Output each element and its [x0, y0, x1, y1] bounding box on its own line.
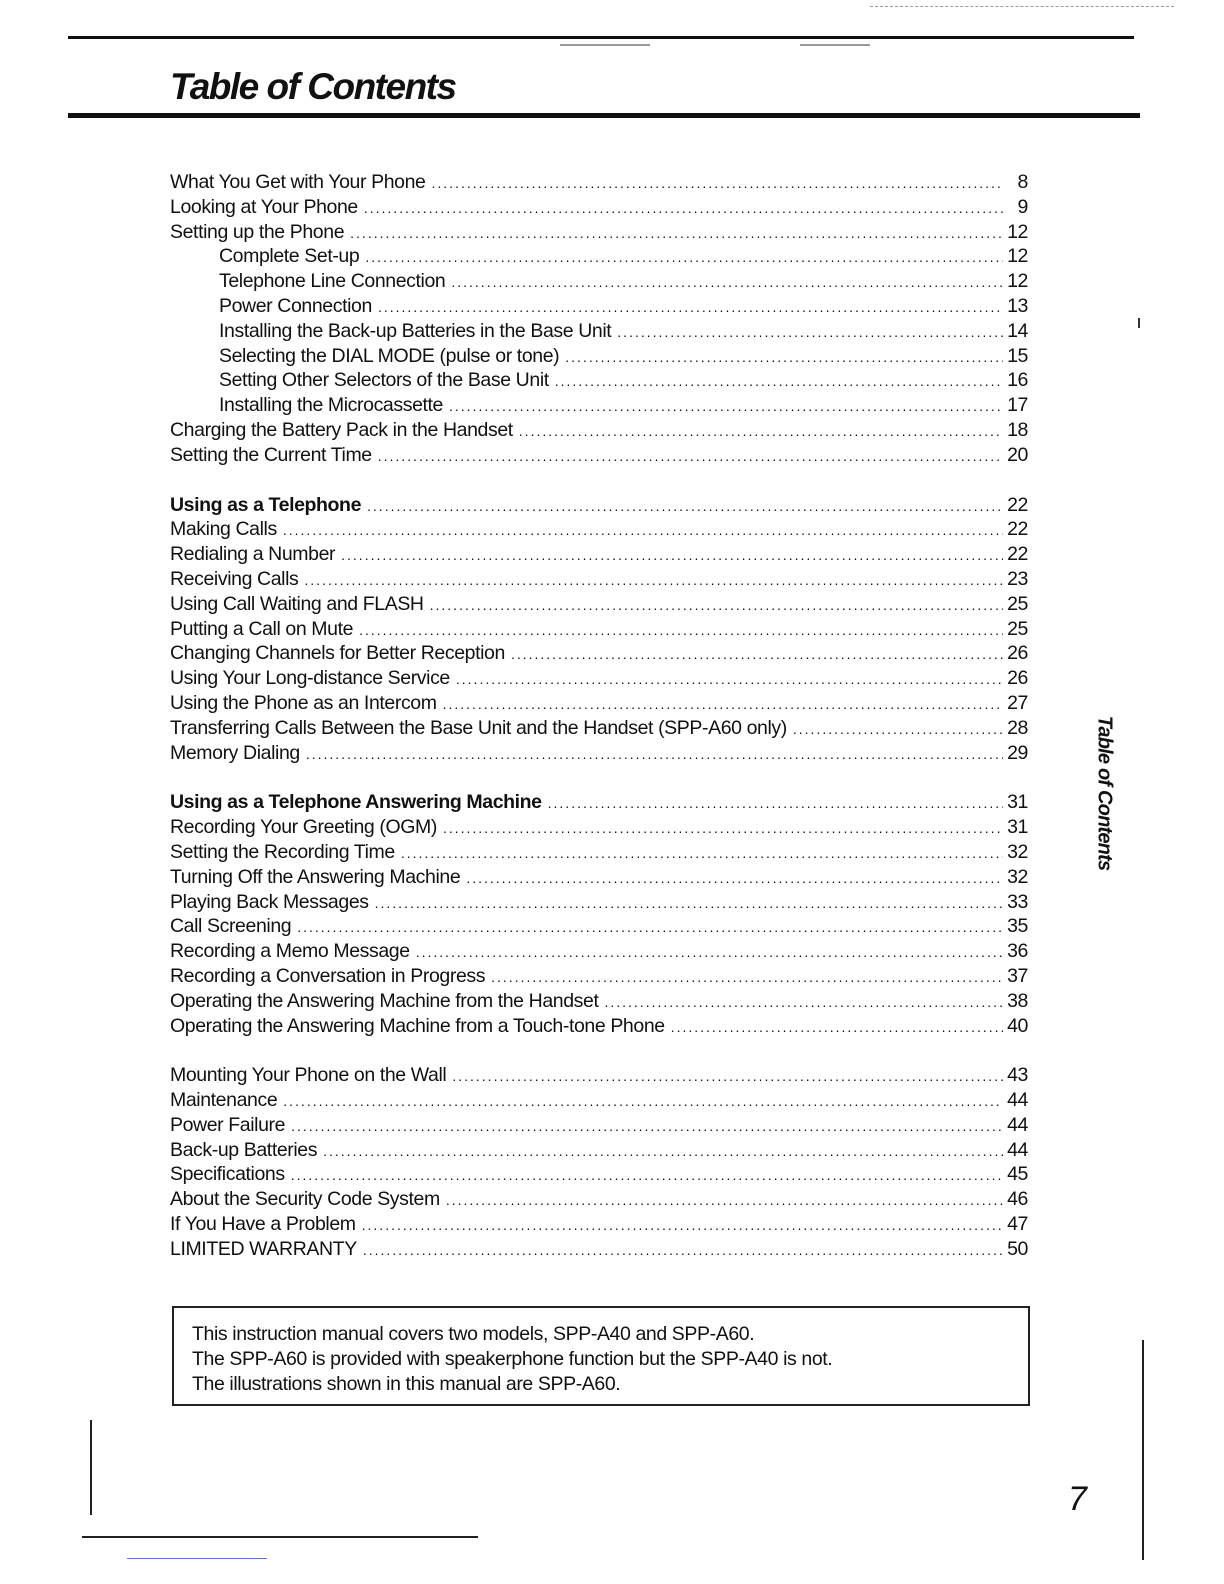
toc-entry	[170, 939, 1028, 964]
dot-leader	[375, 891, 1003, 916]
toc-entry-title: Using as a Telephone	[170, 493, 362, 516]
toc-entry	[170, 641, 1028, 666]
margin-line	[1142, 1340, 1144, 1560]
dot-leader	[367, 494, 1003, 519]
side-tab	[1090, 710, 1118, 875]
toc-entry-page: 26	[1007, 642, 1028, 665]
toc-entry	[170, 716, 1028, 741]
dot-leader	[456, 667, 1003, 692]
toc-entry	[170, 1212, 1028, 1237]
toc-entry	[170, 741, 1028, 766]
toc-entry	[170, 542, 1028, 567]
toc-entry-page: 43	[1007, 1064, 1028, 1087]
toc-entry-page: 13	[1007, 294, 1028, 317]
toc-entry	[170, 244, 1028, 269]
toc-entry-title: What You Get with Your Phone	[170, 171, 426, 193]
toc-entry-title: Using as a Telephone Answering Machine	[170, 791, 542, 814]
toc-entry-title: Selecting the DIAL MODE (pulse or tone)	[219, 344, 560, 367]
toc-entry	[170, 1113, 1028, 1138]
toc-entry-page: 15	[1007, 344, 1028, 367]
toc-entry-title: Installing the Back-up Batteries in the Base Unit	[219, 319, 612, 342]
dot-leader	[449, 394, 1003, 419]
dot-leader	[443, 692, 1003, 717]
toc-entry-page: 44	[1007, 1138, 1028, 1161]
toc-entry-title: Looking at Your Phone	[170, 195, 358, 218]
toc-section	[170, 1063, 1028, 1261]
dot-leader	[362, 1213, 1003, 1238]
dot-leader	[341, 543, 1003, 568]
toc-entry-title: Back-up Batteries	[170, 1138, 318, 1161]
toc-section	[170, 170, 1028, 468]
toc-entry-title: If You Have a Problem	[170, 1213, 356, 1236]
toc-entry-title: Charging the Battery Pack in the Handset	[170, 418, 513, 441]
toc-entry-title: Maintenance	[170, 1089, 278, 1112]
toc-entry-title: Recording a Conversation in Progress	[170, 964, 486, 987]
toc-entry-page: 14	[1007, 319, 1028, 342]
dot-leader	[466, 866, 1003, 891]
dot-leader	[306, 742, 1003, 767]
toc-entry-page: 47	[1007, 1213, 1028, 1236]
toc-entry	[170, 1237, 1028, 1262]
toc-entry-title: About the Security Code System	[170, 1188, 440, 1211]
toc-section	[170, 790, 1028, 1038]
toc-entry-title: Setting Other Selectors of the Base Unit	[219, 369, 549, 392]
dot-leader	[304, 568, 1003, 593]
toc-entry	[170, 989, 1028, 1014]
toc-entry	[170, 890, 1028, 915]
toc-entry-page: 16	[1007, 369, 1028, 392]
toc-entry-title: Power Connection	[219, 294, 372, 317]
toc-entry-title: Memory Dialing	[170, 741, 300, 764]
toc-entry	[170, 418, 1028, 443]
dot-leader	[430, 593, 1003, 618]
dot-leader	[283, 518, 1003, 543]
footer-rule	[82, 1536, 478, 1538]
toc-entry	[170, 567, 1028, 592]
toc-entry-page: 31	[1007, 816, 1028, 839]
toc-entry	[170, 840, 1028, 865]
title-rule	[68, 113, 1140, 118]
toc-entry-title: Using Call Waiting and FLASH	[170, 592, 424, 615]
toc-entry	[170, 269, 1028, 294]
toc-entry-title: Operating the Answering Machine from the Handset	[170, 989, 599, 1012]
toc-entry-title: Operating the Answering Machine from a Touch-tone Phone	[170, 1014, 665, 1037]
toc-section	[170, 493, 1028, 766]
toc-entry	[170, 443, 1028, 468]
dot-leader	[617, 320, 1003, 345]
scan-speckle	[560, 44, 650, 46]
toc-entry-page: 22	[1007, 543, 1028, 566]
dot-leader	[491, 965, 1003, 990]
toc-entry-title: Call Screening	[170, 915, 292, 938]
toc-entry	[170, 1088, 1028, 1113]
toc-entry-page: 32	[1007, 840, 1028, 863]
dot-leader	[364, 196, 1003, 221]
toc-entry	[170, 220, 1028, 245]
toc-entry-page: 8	[1017, 171, 1028, 193]
table-of-contents	[170, 170, 1028, 1287]
toc-entry-page: 23	[1007, 567, 1028, 590]
dot-leader	[452, 1064, 1003, 1089]
toc-entry-page: 9	[1017, 195, 1028, 218]
toc-entry-title: Setting the Current Time	[170, 443, 372, 466]
toc-entry	[170, 517, 1028, 542]
toc-entry-page: 28	[1007, 716, 1028, 739]
toc-entry-title: Redialing a Number	[170, 543, 336, 566]
dot-leader	[548, 791, 1003, 816]
toc-entry-page: 20	[1007, 443, 1028, 466]
toc-entry-page: 17	[1007, 394, 1028, 417]
dot-leader	[378, 295, 1003, 320]
toc-entry-page: 25	[1007, 617, 1028, 640]
toc-entry-title: Mounting Your Phone on the Wall	[170, 1064, 447, 1087]
toc-entry-title: Using Your Long-distance Service	[170, 667, 450, 690]
dot-leader	[565, 345, 1003, 370]
dot-leader	[291, 1163, 1003, 1188]
dot-leader	[359, 618, 1003, 643]
dot-leader	[323, 1139, 1003, 1164]
footer-accent-rule	[127, 1558, 267, 1559]
toc-entry	[170, 815, 1028, 840]
toc-entry-title: Receiving Calls	[170, 567, 299, 590]
toc-entry-page: 25	[1007, 592, 1028, 615]
page-title: Table of Contents	[170, 66, 456, 107]
dot-leader	[671, 1015, 1003, 1040]
dot-leader	[443, 816, 1003, 841]
margin-line	[90, 1420, 92, 1515]
toc-entry	[170, 170, 1028, 195]
toc-entry-page: 44	[1007, 1089, 1028, 1112]
note-box	[172, 1306, 1030, 1406]
dot-leader	[793, 717, 1003, 742]
toc-heading-row	[170, 790, 1028, 815]
dot-leader	[555, 369, 1003, 394]
toc-entry	[170, 666, 1028, 691]
toc-entry-page: 44	[1007, 1113, 1028, 1136]
toc-entry-page: 45	[1007, 1163, 1028, 1186]
toc-entry	[170, 393, 1028, 418]
toc-entry-page: 35	[1007, 915, 1028, 938]
toc-entry-title: Recording a Memo Message	[170, 940, 410, 963]
dot-leader	[416, 940, 1003, 965]
toc-entry	[170, 914, 1028, 939]
toc-entry	[170, 294, 1028, 319]
toc-entry	[170, 319, 1028, 344]
toc-entry-page: 12	[1007, 270, 1028, 293]
toc-entry-title: Changing Channels for Better Reception	[170, 642, 505, 665]
toc-entry-page: 38	[1007, 989, 1028, 1012]
toc-heading-row	[170, 493, 1028, 518]
dot-leader	[519, 419, 1003, 444]
side-tab-label: Table of Contents	[1093, 715, 1116, 870]
toc-entry-page: 22	[1007, 493, 1028, 516]
toc-entry-title: LIMITED WARRANTY	[170, 1237, 357, 1260]
toc-entry-title: Using the Phone as an Intercom	[170, 691, 437, 714]
toc-entry-title: Setting the Recording Time	[170, 840, 395, 863]
toc-entry-page: 33	[1007, 890, 1028, 913]
toc-entry-title: Installing the Microcassette	[219, 394, 443, 417]
dot-leader	[297, 915, 1003, 940]
toc-entry-page: 31	[1007, 791, 1028, 814]
toc-entry-title: Playing Back Messages	[170, 890, 369, 913]
page-number: 7	[1068, 1480, 1087, 1518]
toc-entry	[170, 1187, 1028, 1212]
toc-entry-page: 29	[1007, 741, 1028, 764]
toc-entry-page: 27	[1007, 691, 1028, 714]
toc-entry-title: Putting a Call on Mute	[170, 617, 354, 640]
toc-entry-page: 26	[1007, 667, 1028, 690]
toc-entry-page: 32	[1007, 865, 1028, 888]
dot-leader	[604, 990, 1003, 1015]
dot-leader	[378, 444, 1003, 469]
dot-leader	[350, 221, 1003, 246]
dot-leader	[401, 841, 1003, 866]
toc-entry	[170, 1014, 1028, 1039]
toc-entry-page: 50	[1007, 1237, 1028, 1260]
toc-entry	[170, 1138, 1028, 1163]
toc-entry-page: 36	[1007, 940, 1028, 963]
dot-leader	[446, 1188, 1003, 1213]
toc-entry	[170, 344, 1028, 369]
toc-entry-title: Complete Set-up	[219, 245, 360, 268]
toc-entry-page: 18	[1007, 418, 1028, 441]
note-line: The illustrations shown in this manual are SPP-A60.	[192, 1372, 621, 1395]
toc-entry-title: Specifications	[170, 1163, 285, 1186]
toc-entry	[170, 1162, 1028, 1187]
toc-entry-title: Telephone Line Connection	[219, 270, 446, 293]
top-edge-rule	[870, 6, 1174, 7]
dot-leader	[432, 171, 1004, 196]
note-line: The SPP-A60 is provided with speakerphone function but the SPP-A40 is not.	[192, 1347, 833, 1370]
dot-leader	[365, 245, 1003, 270]
toc-entry	[170, 617, 1028, 642]
dot-leader	[451, 270, 1003, 295]
toc-entry	[170, 1063, 1028, 1088]
header-rule	[68, 36, 1134, 39]
dot-leader	[363, 1238, 1003, 1263]
toc-entry-page: 40	[1007, 1014, 1028, 1037]
toc-entry-page: 37	[1007, 964, 1028, 987]
toc-entry-title: Recording Your Greeting (OGM)	[170, 816, 437, 839]
toc-entry-title: Power Failure	[170, 1113, 286, 1136]
toc-entry-title: Setting up the Phone	[170, 220, 345, 243]
toc-entry-title: Transferring Calls Between the Base Unit and the Handset (SPP-A60 only)	[170, 716, 787, 739]
toc-entry	[170, 368, 1028, 393]
toc-entry-page: 22	[1007, 518, 1028, 541]
toc-entry-page: 12	[1007, 245, 1028, 268]
toc-entry	[170, 592, 1028, 617]
dot-leader	[283, 1089, 1003, 1114]
toc-entry	[170, 964, 1028, 989]
toc-entry	[170, 865, 1028, 890]
toc-entry-page: 46	[1007, 1188, 1028, 1211]
dot-leader	[511, 642, 1003, 667]
toc-entry-title: Making Calls	[170, 518, 277, 541]
toc-entry	[170, 691, 1028, 716]
margin-tick	[1138, 318, 1140, 328]
scan-speckle	[800, 44, 870, 46]
toc-entry	[170, 195, 1028, 220]
toc-entry-page: 12	[1007, 220, 1028, 243]
dot-leader	[291, 1114, 1003, 1139]
toc-entry-title: Turning Off the Answering Machine	[170, 865, 461, 888]
note-line: This instruction manual covers two models, SPP-A40 and SPP-A60.	[192, 1323, 755, 1345]
